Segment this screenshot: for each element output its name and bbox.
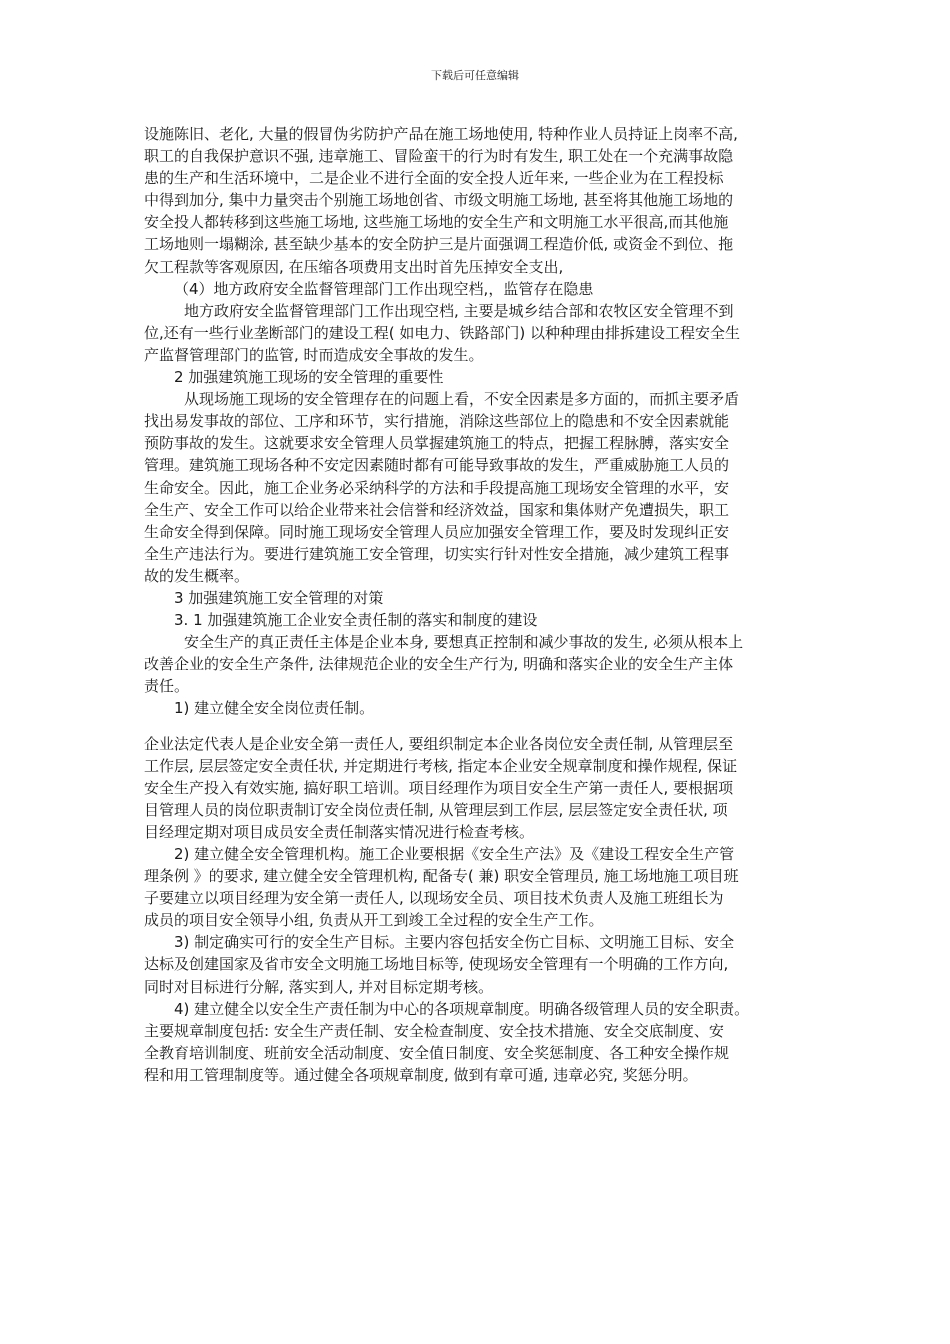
list-item: 4) 建立健全以安全生产责任制为中心的各项规章制度。明确各级管理人员的安全职责。 — [174, 999, 750, 1018]
text-line: 地方政府安全监督管理部门工作出现空档, 主要是城乡结合部和农牧区安全管理不到 — [184, 301, 734, 320]
text-line: 找出易发事故的部位、工序和环节，实行措施，消除这些部位上的隐患和不安全因素就能 — [144, 412, 730, 431]
text-line: 改善企业的安全生产条件, 法律规范企业的安全生产行为, 明确和落实企业的安全生产主体 — [144, 655, 734, 674]
text-line: 预防事故的发生。这就要求安全管理人员掌握建筑施工的特点，把握工程脉膊，落实安全 — [144, 434, 730, 453]
text-line: 全教育培训制度、班前安全活动制度、安全值日制度、安全奖惩制度、各工种安全操作规 — [144, 1043, 730, 1062]
text-line: 主要规章制度包括: 安全生产责任制、安全检查制度、安全技术措施、安全交底制度、安 — [144, 1021, 724, 1040]
text-line: 目管理人员的岗位职责制订安全岗位责任制, 从管理层到工作层, 层层签定安全责任状, 项 — [144, 800, 728, 819]
text-line: 职工的自我保护意识不强, 违章施工、冒险蛮干的行为时有发生, 职工处在一个充满事故隐 — [144, 147, 734, 166]
text-line: 欠工程款等客观原因, 在压缩各项费用支出时首先压掉安全支出, — [144, 257, 564, 276]
text-line: 全生产违法行为。要进行建筑施工安全管理，切实实行针对性安全措施，减少建筑工程事 — [144, 544, 730, 563]
text-line: 责任。 — [144, 677, 190, 696]
text-line: 故的发生概率。 — [144, 566, 250, 585]
text-line: 企业法定代表人是企业安全第一责任人, 要组织制定本企业各岗位安全责任制, 从管理层至 — [144, 734, 734, 753]
text-line: 子要建立以项目经理为安全第一责任人, 以现场安全员、项目技术负责人及施工班组长为 — [144, 889, 724, 908]
text-line: 生命安全。因此，施工企业务必采纳科学的方法和手段提高施工现场安全管理的水平，安 — [144, 478, 730, 497]
list-item-heading: 1) 建立健全安全岗位责任制。 — [174, 699, 375, 718]
text-line: 成员的项目安全领导小组, 负责从开工到竣工全过程的安全生产工作。 — [144, 911, 604, 930]
text-line: 全生产、安全工作可以给企业带来社会信誉和经济效益，国家和集体财产免遭损失，职工 — [144, 500, 730, 519]
text-line: 程和用工管理制度等。通过健全各项规章制度, 做到有章可遁, 违章必究, 奖惩分明。 — [144, 1065, 698, 1084]
subsection-heading: 3. 1 加强建筑施工企业安全责任制的落实和制度的建设 — [174, 611, 538, 630]
text-line: 生命安全得到保障。同时施工现场安全管理人员应加强安全管理工作，要及时发现纠正安 — [144, 522, 730, 541]
text-line: 达标及创建国家及省市安全文明施工场地目标等, 使现场安全管理有一个明确的工作方向, — [144, 955, 729, 974]
spacer — [144, 720, 816, 733]
section-heading: 2 加强建筑施工现场的安全管理的重要性 — [174, 368, 444, 387]
text-line: 安全生产的真正责任主体是企业本身, 要想真正控制和减少事故的发生, 必须从根本上 — [184, 633, 744, 652]
text-line: 设施陈旧、老化, 大量的假冒伪劣防护产品在施工场地使用, 特种作业人员持证上岗率不高, — [144, 125, 738, 143]
text-line: 患的生产和生活环境中，二是企业不进行全面的安全投人近年来, 一些企业为在工程投标 — [144, 169, 724, 188]
text-line: 安全投人都转移到这些施工场地, 这些施工场地的安全生产和文明施工水平很高,而其他施 — [144, 213, 729, 232]
text-line: 理条例 》的要求, 建立健全安全管理机构, 配备专( 兼) 职安全管理员, 施工场地施工项目班 — [144, 867, 739, 886]
text-line: 工作层, 层层签定安全责任状, 并定期进行考核, 指定本企业安全规章制度和操作规程, 保证 — [144, 756, 738, 775]
text-line: 中得到加分, 集中力量突击个别施工场地创省、市级文明施工场地, 甚至将其他施工场地的 — [144, 191, 734, 210]
page-header: 下载后可任意编辑 — [431, 69, 519, 82]
section-heading: （4）地方政府安全监督管理部门工作出现空档,，监管存在隐患 — [174, 279, 594, 298]
text-line: 工场地则一塌糊涂, 甚至缺少基本的安全防护三是片面强调工程造价低, 或资金不到位、拖 — [144, 235, 734, 254]
text-line: 管理。建筑施工现场各种不安定因素随时都有可能导致事故的发生，严重威胁施工人员的 — [144, 456, 730, 475]
list-item: 2) 建立健全安全管理机构。施工企业要根据《安全生产法》及《建设工程安全生产管 — [174, 845, 735, 863]
document-body — [144, 123, 816, 1086]
text-line: 同时对目标进行分解, 落实到人, 并对目标定期考核。 — [144, 977, 494, 996]
text-line: 产监督管理部门的监管, 时而造成安全事故的发生。 — [144, 345, 484, 364]
text-line: 从现场施工现场的安全管理存在的问题上看，不安全因素是多方面的，而抓主要矛盾 — [184, 390, 740, 409]
text-line: 安全生产投入有效实施, 搞好职工培训。项目经理作为项目安全生产第一责任人, 要根据项 — [144, 778, 734, 797]
list-item: 3) 制定确实可行的安全生产目标。主要内容包括安全伤亡目标、文明施工目标、安全 — [174, 933, 735, 952]
text-line: 目经理定期对项目成员安全责任制落实情况进行检查考核。 — [144, 822, 535, 841]
section-heading: 3 加强建筑施工安全管理的对策 — [174, 588, 384, 607]
text-line: 位,还有一些行业垄断部门的建设工程( 如电力、铁路部门) 以种种理由排拆建设工程安全生 — [144, 323, 741, 342]
